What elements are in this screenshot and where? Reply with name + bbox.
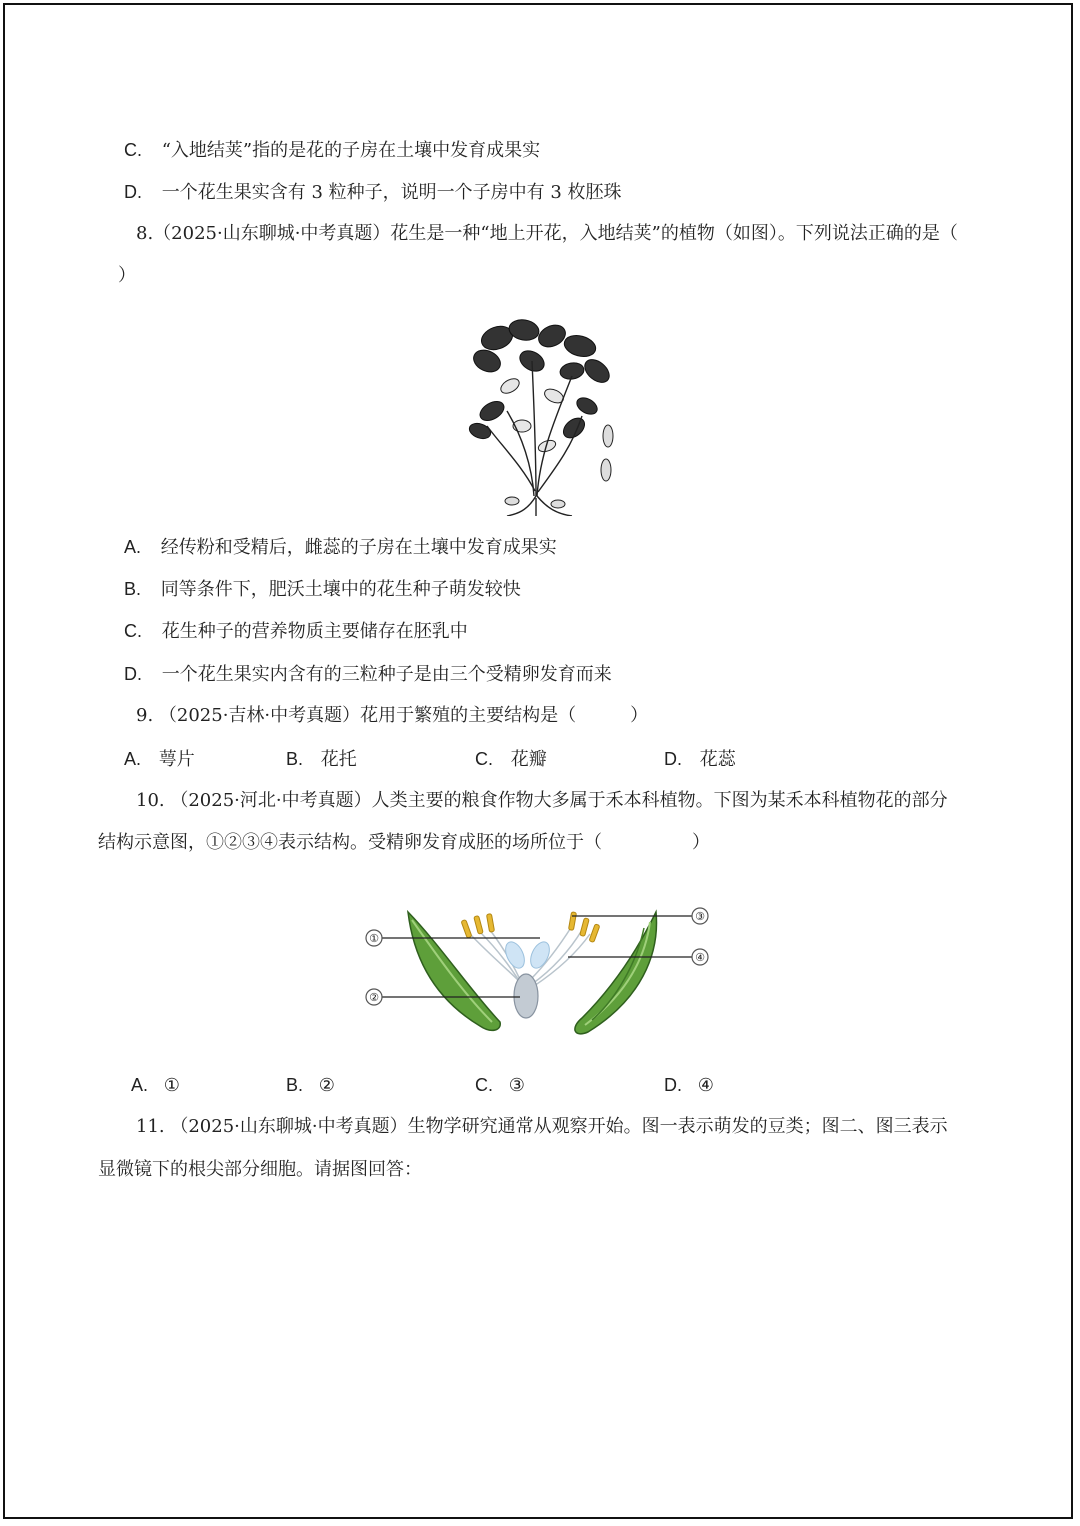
option-text: 一个花生果实内含有的三粒种子是由三个受精卵发育而来 <box>161 664 612 685</box>
q11-stem-line2: 显微镜下的根尖部分细胞。请据图回答： <box>98 1159 422 1180</box>
option-label: A. <box>124 749 142 769</box>
option-label: A. <box>124 537 142 557</box>
option-text: 花托 <box>320 749 357 770</box>
label-1: ① <box>369 932 379 945</box>
q10-stem-line1: 10. （2025·河北·中考真题）人类主要的粮食作物大多属于禾本科植物。下图为某禾本科植物花的部分 <box>136 790 948 811</box>
q8-option-c[interactable] <box>124 619 468 644</box>
option-label: C. <box>475 749 493 769</box>
q10-stem-line2: 结构示意图，①②③④表示结构。受精卵发育成胚的场所位于（ ） <box>98 832 710 853</box>
q7-option-d[interactable] <box>124 180 622 205</box>
q7-option-c[interactable] <box>124 138 540 163</box>
q9-stem: 9. （2025·吉林·中考真题）花用于繁殖的主要结构是（ ） <box>136 705 649 726</box>
option-text: 花生种子的营养物质主要储存在胚乳中 <box>161 621 468 642</box>
label-2: ② <box>369 991 379 1004</box>
q10-option-c[interactable] <box>475 1073 525 1098</box>
option-label: D. <box>124 664 142 684</box>
q9-option-d[interactable] <box>664 747 736 772</box>
option-label: C. <box>124 621 142 641</box>
option-label: C. <box>124 140 142 160</box>
option-text: ④ <box>697 1075 714 1096</box>
peanut-plant-figure <box>462 316 622 516</box>
option-label: C. <box>475 1075 493 1095</box>
label-4: ④ <box>695 951 705 964</box>
q8-option-a[interactable] <box>124 535 557 560</box>
option-label: D. <box>664 749 682 769</box>
option-label: D. <box>664 1075 682 1095</box>
option-text: 经传粉和受精后，雌蕊的子房在土壤中发育成果实 <box>160 537 557 558</box>
option-text: ② <box>318 1075 335 1096</box>
option-text: 花瓣 <box>510 749 547 770</box>
q11-stem-line1: 11. （2025·山东聊城·中考真题）生物学研究通常从观察开始。图一表示萌发的豆类；图二、图三表示 <box>136 1116 948 1137</box>
option-text: 一个花生果实含有 3 粒种子，说明一个子房中有 3 枚胚珠 <box>161 182 622 203</box>
q8-option-d[interactable] <box>124 662 612 687</box>
q8-stem-line1: 8.（2025·山东聊城·中考真题）花生是一种“地上开花，入地结荚”的植物（如图）。下列说法正确的是（ <box>136 223 958 244</box>
option-label: D. <box>124 182 142 202</box>
q9-option-a[interactable] <box>124 747 195 772</box>
option-text: ① <box>163 1075 180 1096</box>
option-label: A. <box>131 1075 149 1095</box>
q10-option-a[interactable] <box>131 1073 180 1098</box>
q9-option-b[interactable] <box>286 747 357 772</box>
option-text: 花蕊 <box>699 749 736 770</box>
option-text: 同等条件下，肥沃土壤中的花生种子萌发较快 <box>160 579 521 600</box>
q8-option-b[interactable] <box>124 577 521 602</box>
option-label: B. <box>286 1075 304 1095</box>
grass-flower-figure <box>360 900 720 1045</box>
option-text: 萼片 <box>158 749 195 770</box>
q10-option-d[interactable] <box>664 1073 714 1098</box>
label-3: ③ <box>695 910 705 923</box>
option-label: B. <box>124 579 142 599</box>
option-text: ③ <box>508 1075 525 1096</box>
q9-option-c[interactable] <box>475 747 547 772</box>
option-label: B. <box>286 749 304 769</box>
q10-option-b[interactable] <box>286 1073 335 1098</box>
q8-stem-line2: ） <box>118 265 136 286</box>
option-text: “入地结荚”指的是花的子房在土壤中发育成果实 <box>161 140 541 161</box>
